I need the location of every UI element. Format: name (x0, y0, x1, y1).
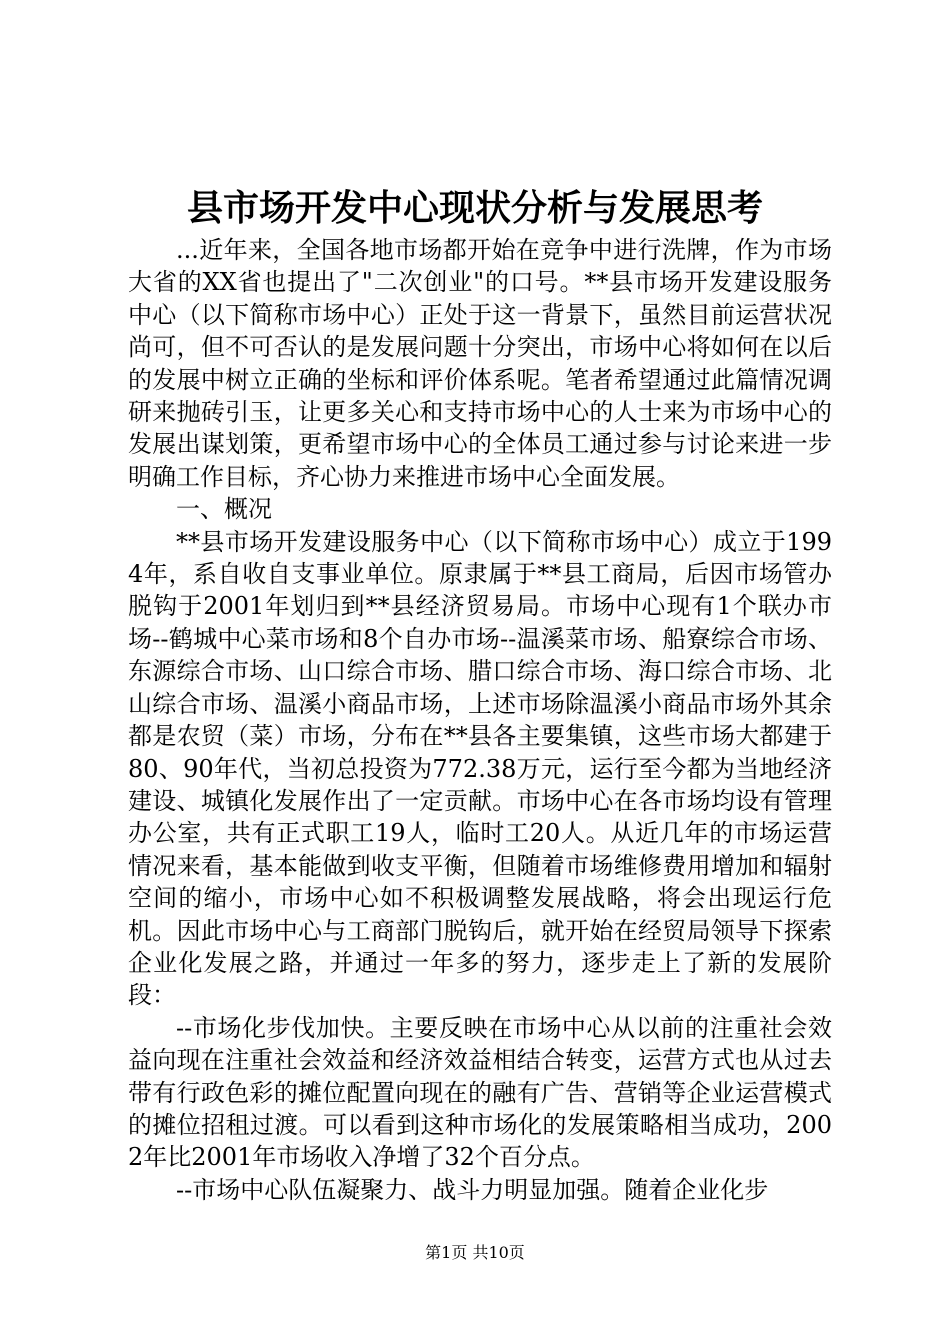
paragraph-intro: ...近年来，全国各地市场都开始在竞争中进行洗牌，作为市场大省的XX省也提出了"二次创业"的口号。**县市场开发建设服务中心（以下简称市场中心）正处于这一背景下，虽然目前运营状况尚可，但不可否认的是发展问题十分突出，市场中心将如何在以后的发展中树立正确的坐标和评价体系呢。笔者希望通过此篇情况调研来抛砖引玉，让更多关心和支持市场中心的人士来为市场中心的发展出谋划策，更希望市场中心的全体员工通过参与讨论来进一步明确工作目标，齐心协力来推进市场中心全面发展。 (128, 236, 832, 491)
section-heading-overview: 一、概况 (176, 495, 272, 524)
document-body (128, 234, 832, 1206)
document-title: 县市场开发中心现状分析与发展思考 (186, 187, 763, 229)
paragraph-overview: **县市场开发建设服务中心（以下简称市场中心）成立于1994年，系自收自支事业单位。原隶属于**县工商局，后因市场管办脱钩于2001年划归到**县经济贸易局。市场中心现有1个联办市场--鹤城中心菜市场和8个自办市场--温溪菜市场、船寮综合市场、东源综合市场、山口综合市场、腊口综合市场、海口综合市场、北山综合市场、温溪小商品市场，上述市场除温溪小商品市场外其余都是农贸（菜）市场，分布在**县各主要集镇，这些市场大都建于80、90年代，当初总投资为772.38万元，运行至今都为当地经济建设、城镇化发展作出了一定贡献。市场中心在各市场均设有管理办公室，共有正式职工19人，临时工20人。从近几年的市场运营情况来看，基本能做到收支平衡，但随着市场维修费用增加和辐射空间的缩小，市场中心如不积极调整发展战略，将会出现运行危机。因此市场中心与工商部门脱钩后，就开始在经贸局领导下探索企业化发展之路，并通过一年多的努力，逐步走上了新的发展阶段： (128, 527, 832, 1010)
paragraph-marketization: --市场化步伐加快。主要反映在市场中心从以前的注重社会效益向现在注重社会效益和经济效益相结合转变，运营方式也从过去带有行政色彩的摊位配置向现在的融有广告、营销等企业运营模式的摊位招租过渡。可以看到这种市场化的发展策略相当成功，2002年比2001年市场收入净增了32个百分点。 (128, 1013, 832, 1172)
page-number-footer: 第1页 共10页 (425, 1243, 525, 1262)
paragraph-team-cohesion: --市场中心队伍凝聚力、战斗力明显加强。随着企业化步 (176, 1175, 769, 1204)
